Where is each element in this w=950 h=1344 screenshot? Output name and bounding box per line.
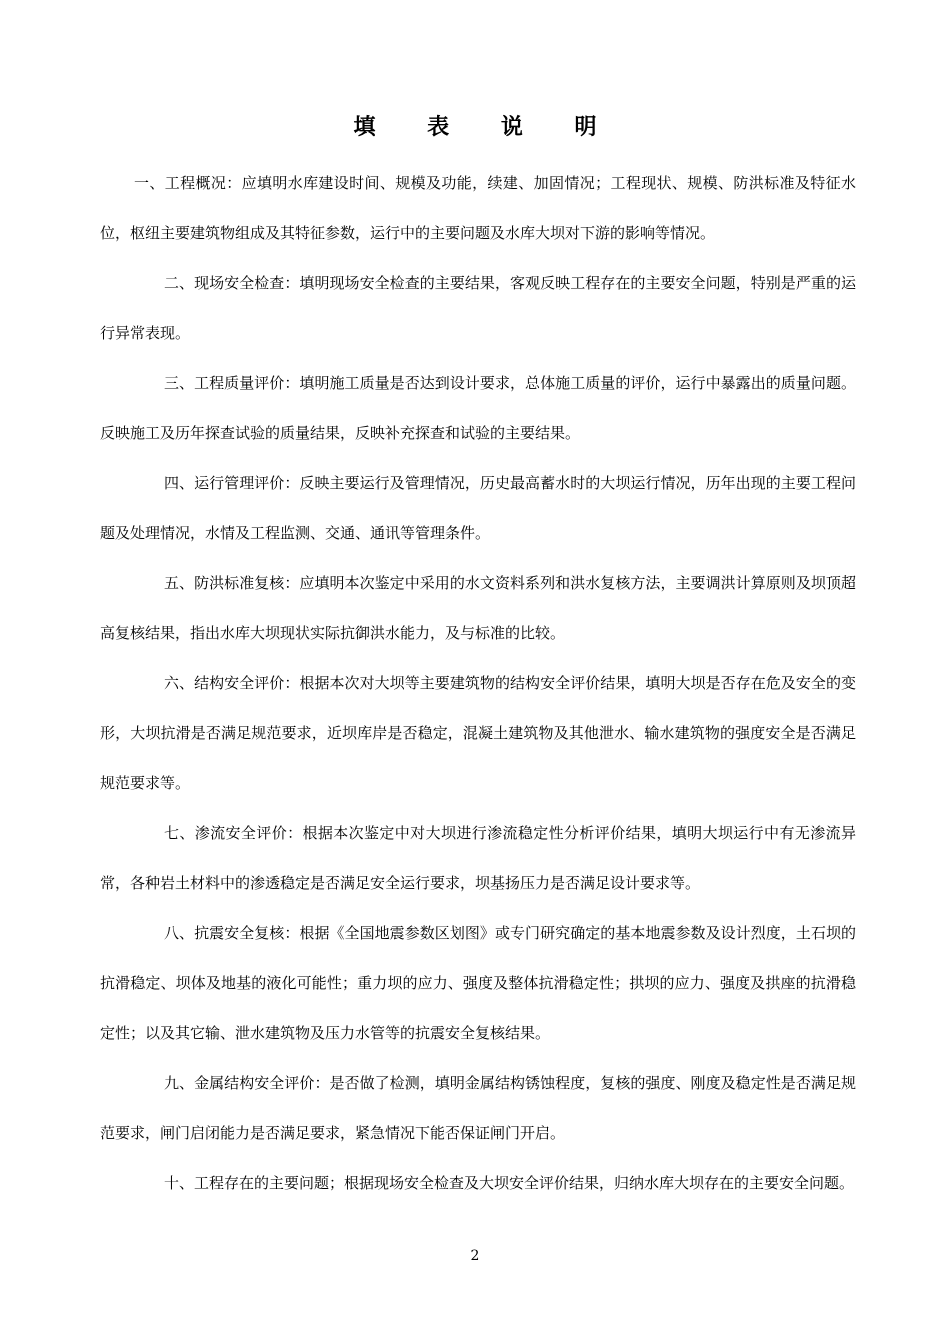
paragraph-operation-management: 四、运行管理评价：反映主要运行及管理情况，历史最高蓄水时的大坝运行情况，历年出现的主要工程问题及处理情况，水情及工程监测、交通、通讯等管理条件。 — [100, 474, 856, 542]
instructions-body — [100, 158, 856, 1208]
paragraph-seepage-safety: 七、渗流安全评价：根据本次鉴定中对大坝进行渗流稳定性分析评价结果，填明大坝运行中有无渗流异常，各种岩土材料中的渗透稳定是否满足安全运行要求，坝基扬压力是否满足设计要求等。 — [100, 824, 856, 892]
paragraph-flood-standard: 五、防洪标准复核：应填明本次鉴定中采用的水文资料系列和洪水复核方法，主要调洪计算原则及坝顶超高复核结果，指出水库大坝现状实际抗御洪水能力，及与标准的比较。 — [100, 574, 856, 642]
paragraph-structural-safety: 六、结构安全评价：根据本次对大坝等主要建筑物的结构安全评价结果，填明大坝是否存在危及安全的变形，大坝抗滑是否满足规范要求，近坝库岸是否稳定，混凝土建筑物及其他泄水、输水建筑物的强度安全是否满足规范要求等。 — [100, 674, 856, 792]
page-title: 填 表 说 明 — [353, 115, 619, 140]
page-number: 2 — [470, 1248, 480, 1264]
paragraph-quality-evaluation: 三、工程质量评价：填明施工质量是否达到设计要求，总体施工质量的评价，运行中暴露出的质量问题。反映施工及历年探查试验的质量结果，反映补充探查和试验的主要结果。 — [100, 374, 856, 442]
paragraph-project-overview: 一、工程概况：应填明水库建设时间、规模及功能，续建、加固情况；工程现状、规模、防洪标准及特征水位，枢纽主要建筑物组成及其特征参数，运行中的主要问题及水库大坝对下游的影响等情况。 — [100, 174, 856, 242]
paragraph-seismic-safety: 八、抗震安全复核：根据《全国地震参数区划图》或专门研究确定的基本地震参数及设计烈度，土石坝的抗滑稳定、坝体及地基的液化可能性；重力坝的应力、强度及整体抗滑稳定性；拱坝的应力、强度及拱座的抗滑稳定性；以及其它输、泄水建筑物及压力水管等的抗震安全复核结果。 — [100, 924, 856, 1042]
paragraph-main-problems: 十、工程存在的主要问题；根据现场安全检查及大坝安全评价结果，归纳水库大坝存在的主要安全问题。 — [164, 1174, 855, 1192]
paragraph-site-inspection: 二、现场安全检查：填明现场安全检查的主要结果，客观反映工程存在的主要安全问题，特别是严重的运行异常表现。 — [100, 274, 856, 342]
paragraph-metal-structure: 九、金属结构安全评价：是否做了检测，填明金属结构锈蚀程度，复核的强度、刚度及稳定性是否满足规范要求，闸门启闭能力是否满足要求，紧急情况下能否保证闸门开启。 — [100, 1074, 856, 1142]
